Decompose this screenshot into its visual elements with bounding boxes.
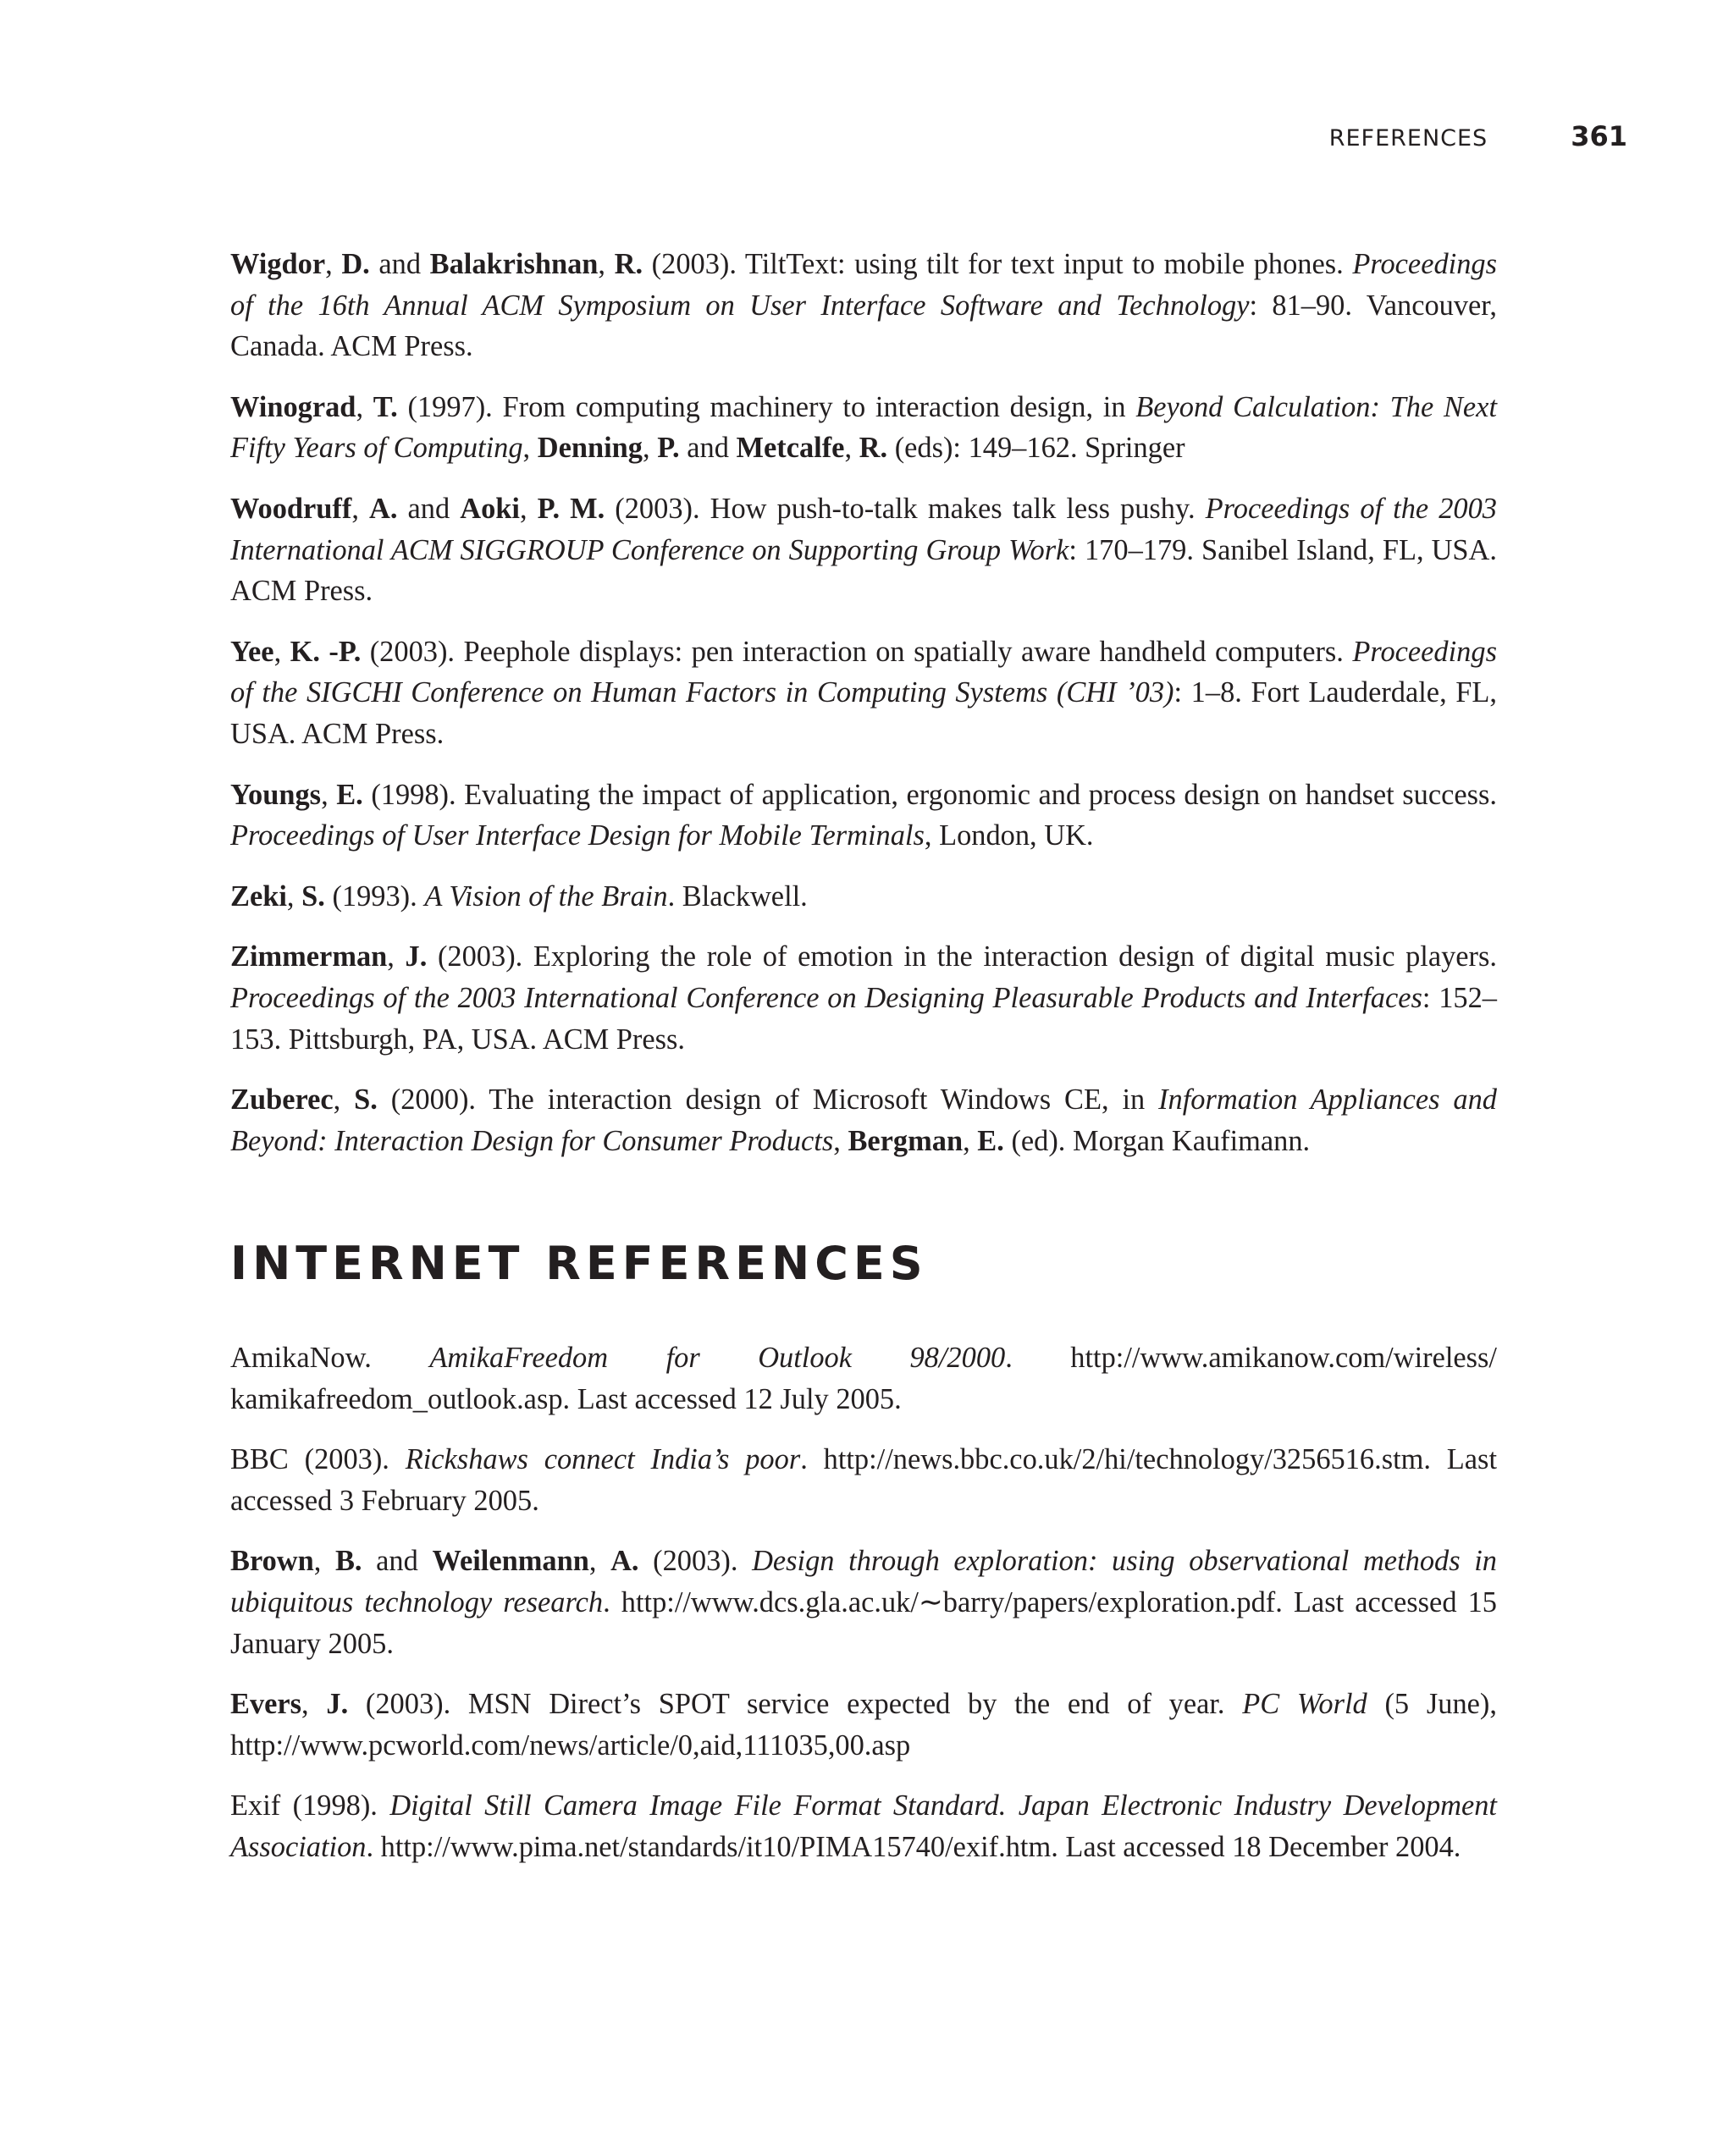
work-title: Rickshaws connect India’s poor xyxy=(405,1443,801,1476)
reference-entry xyxy=(230,1785,1497,1867)
reference-entry: Woodruff, A. and Aoki, P. M. (2003). How push-to-talk makes talk less pushy. Proceedings of the 2003 International ACM SIGGROUP Conference on Supporting Group Work: 170–179. Sanibel Island, FL, USA. ACM Press. xyxy=(230,492,1498,608)
reference-entry: Yee, K. -P. (2003). Peephole displays: pen interaction on spatially aware handheld computers. Proceedings of the SIGCHI Conference on Human Factors in Computing Systems (CHI ’03): 1–8. Fort Lauderdale, FL, USA. ACM Press. xyxy=(230,635,1498,750)
running-title: REFERENCES xyxy=(1328,125,1488,152)
url-and-access-date: . http://www.dcs.gla.ac.uk/∼barry/papers/exploration.pdf. Last accessed 15 January 2005. xyxy=(230,1585,1497,1660)
author-initials: A. xyxy=(368,492,398,525)
author-initials: R. xyxy=(614,248,643,280)
year: (2003). xyxy=(653,1545,738,1578)
publication-details: , London, UK. xyxy=(924,819,1094,852)
reference-entry: Youngs, E. (1998). Evaluating the impact of application, ergonomic and process design on handset success. Proceedings of User Interface Design for Mobile Terminals, London, UK. xyxy=(230,778,1498,852)
year-and-title: (2000). The interaction design of Microsoft Windows CE, in xyxy=(390,1084,1146,1117)
url-and-access-date: . http://news.bbc.co.uk/2/hi/technology/3256516.stm. Last accessed 3 February 2005. xyxy=(230,1443,1497,1517)
work-title: PC World xyxy=(1242,1688,1367,1721)
publication-details: : 152–153. Pittsburgh, PA, USA. ACM Press. xyxy=(230,981,1497,1056)
publication-details: : 170–179. Sanibel Island, FL, USA. ACM Press. xyxy=(230,533,1497,608)
venue-title: Proceedings of User Interface Design for Mobile Terminals xyxy=(230,819,925,852)
section-heading: INTERNET REFERENCES xyxy=(230,1237,928,1290)
reference-list xyxy=(230,244,1497,1181)
venue-title: Beyond Calculation: The Next Fifty Years of Computing xyxy=(230,390,1497,465)
author-name: Wigdor xyxy=(230,248,326,280)
conjunction: and xyxy=(687,432,729,465)
editor-name: Denning xyxy=(537,432,643,465)
venue-title: Proceedings of the 2003 International Conference on Designing Pleasurable Products and Interfaces xyxy=(230,981,1422,1014)
author-name: Evers xyxy=(230,1688,302,1721)
year-and-title: (1997). From computing machinery to interaction design, in xyxy=(407,390,1126,423)
author-initials: P. M. xyxy=(537,492,605,525)
author-name: Balakrishnan xyxy=(429,248,599,280)
author-initials: E. xyxy=(336,778,363,811)
conjunction: and xyxy=(376,1545,418,1578)
year-and-title: (2003). How push-to-talk makes talk less pushy. xyxy=(615,492,1196,525)
url-and-access-date: . http://www.pima.net/standards/it10/PIMA15740/exif.htm. Last accessed 18 December 2004. xyxy=(366,1830,1461,1863)
author-initials: J. xyxy=(405,940,428,973)
author-initials: S. xyxy=(301,879,325,913)
work-title: Design through exploration: using observational methods in ubiquitous technology research xyxy=(230,1545,1497,1618)
author-initials: A. xyxy=(610,1545,639,1578)
venue-title: Proceedings of the SIGCHI Conference on Human Factors in Computing Systems (CHI ’03) xyxy=(230,635,1497,709)
year-and-title: (2003). Peephole displays: pen interaction on spatially aware handheld computers. xyxy=(369,635,1344,668)
publication-details: (ed). Morgan Kaufimann. xyxy=(1011,1124,1311,1157)
venue-title: Proceedings of the 16th Annual ACM Symposium on User Interface Software and Technology xyxy=(230,248,1497,322)
author-name: Winograd xyxy=(230,390,356,423)
venue-title: Information Appliances and Beyond: Interaction Design for Consumer Products xyxy=(230,1084,1497,1157)
url-and-access-date: (5 June), http://www.pcworld.com/news/article/0,aid,111035,00.asp xyxy=(230,1688,1497,1762)
year-and-title: (1993). xyxy=(332,879,417,913)
author-name: Zuberec xyxy=(230,1084,334,1117)
reference-entry xyxy=(230,1439,1497,1521)
conjunction: and xyxy=(378,248,422,280)
editor-name: Metcalfe xyxy=(736,432,845,465)
year-and-title: (2003). MSN Direct’s SPOT service expected by the end of year. xyxy=(365,1688,1225,1721)
internet-reference-list xyxy=(230,1337,1497,1888)
reference-entry: Zimmerman, J. (2003). Exploring the role of emotion in the interaction design of digital music players. Proceedings of the 2003 International Conference on Designing Pleasurable Products and Interfaces: 152–153. Pittsburgh, PA, USA. ACM Press. xyxy=(230,940,1497,1056)
venue-title: Proceedings of the 2003 International ACM SIGGROUP Conference on Supporting Group Work xyxy=(230,492,1498,566)
year-and-title: (2003). TiltText: using tilt for text input to mobile phones. xyxy=(651,248,1344,280)
year-and-title: (1998). Evaluating the impact of application, ergonomic and process design on handset success. xyxy=(371,778,1498,811)
page-number: 361 xyxy=(1571,120,1627,152)
author-name: Woodruff xyxy=(230,492,352,525)
author-name: Zimmerman xyxy=(230,940,388,973)
author-name: Aoki xyxy=(460,492,520,525)
publication-details: . Blackwell. xyxy=(667,879,808,913)
source-lead: Exif (1998). xyxy=(230,1789,378,1822)
author-name: Weilenmann xyxy=(432,1545,589,1578)
editor-name: Bergman xyxy=(848,1124,964,1157)
author-initials: B. xyxy=(334,1545,362,1578)
work-title: Digital Still Camera Image File Format Standard. Japan Electronic Industry Development Association xyxy=(230,1789,1497,1863)
publication-details: : 81–90. Vancouver, Canada. ACM Press. xyxy=(230,289,1497,363)
venue-title: A Vision of the Brain xyxy=(424,879,668,913)
source-lead: BBC (2003). xyxy=(230,1443,389,1476)
reference-entry: Zuberec, S. (2000). The interaction design of Microsoft Windows CE, in Information Appliances and Beyond: Interaction Design for Consumer Products, Bergman, E. (ed). Morgan Kaufimann. xyxy=(230,1084,1497,1157)
author-initials: K. -P. xyxy=(290,635,362,668)
page-header xyxy=(1329,120,1627,152)
editor-initials: P. xyxy=(657,432,680,465)
url-and-access-date: . http://www.amikanow.com/wireless/ kamikafreedom_outlook.asp. Last accessed 12 July 2005. xyxy=(230,1342,1497,1415)
reference-entry xyxy=(230,1337,1497,1420)
author-name: Yee xyxy=(230,635,274,668)
source-lead: AmikaNow. xyxy=(230,1342,372,1374)
author-initials: S. xyxy=(354,1084,378,1117)
editor-initials: E. xyxy=(977,1124,1004,1157)
reference-entry: Wigdor, D. and Balakrishnan, R. (2003). TiltText: using tilt for text input to mobile phones. Proceedings of the 16th Annual ACM Symposium on User Interface Software and Technology: 81–90. Vancouver, Canada. ACM Press. xyxy=(230,248,1497,363)
year-and-title: (2003). Exploring the role of emotion in the interaction design of digital music players. xyxy=(437,940,1497,973)
reference-entry: Zeki, S. (1993). A Vision of the Brain. Blackwell. xyxy=(230,879,808,913)
reference-entry: Winograd, T. (1997). From computing machinery to interaction design, in Beyond Calculation: The Next Fifty Years of Computing, Denning, P. and Metcalfe, R. (eds): 149–162. Springer xyxy=(230,390,1497,465)
author-name: Youngs xyxy=(230,778,322,811)
author-initials: T. xyxy=(373,390,398,423)
author-initials: D. xyxy=(341,248,370,280)
author-name: Zeki xyxy=(230,879,287,913)
author-initials: J. xyxy=(326,1688,349,1721)
reference-entry: Evers, J. (2003). MSN Direct’s SPOT service expected by the end of year. PC World (5 June), http://www.pcworld.com/news/article/0,aid,111035,00.asp xyxy=(230,1688,1497,1762)
publication-details: : 1–8. Fort Lauderdale, FL, USA. ACM Press. xyxy=(230,676,1498,750)
reference-entry: Brown, B. and Weilenmann, A. (2003). Design through exploration: using observational methods in ubiquitous technology research. http://www.dcs.gla.ac.uk/∼barry/papers/exploration.pdf. Last accessed 15 January 2005. xyxy=(230,1545,1497,1660)
publication-details: (eds): 149–162. Springer xyxy=(894,432,1185,465)
editor-initials: R. xyxy=(859,432,888,465)
author-name: Brown xyxy=(230,1545,314,1578)
conjunction: and xyxy=(407,492,450,525)
work-title: AmikaFreedom for Outlook 98/2000 xyxy=(429,1342,1006,1374)
